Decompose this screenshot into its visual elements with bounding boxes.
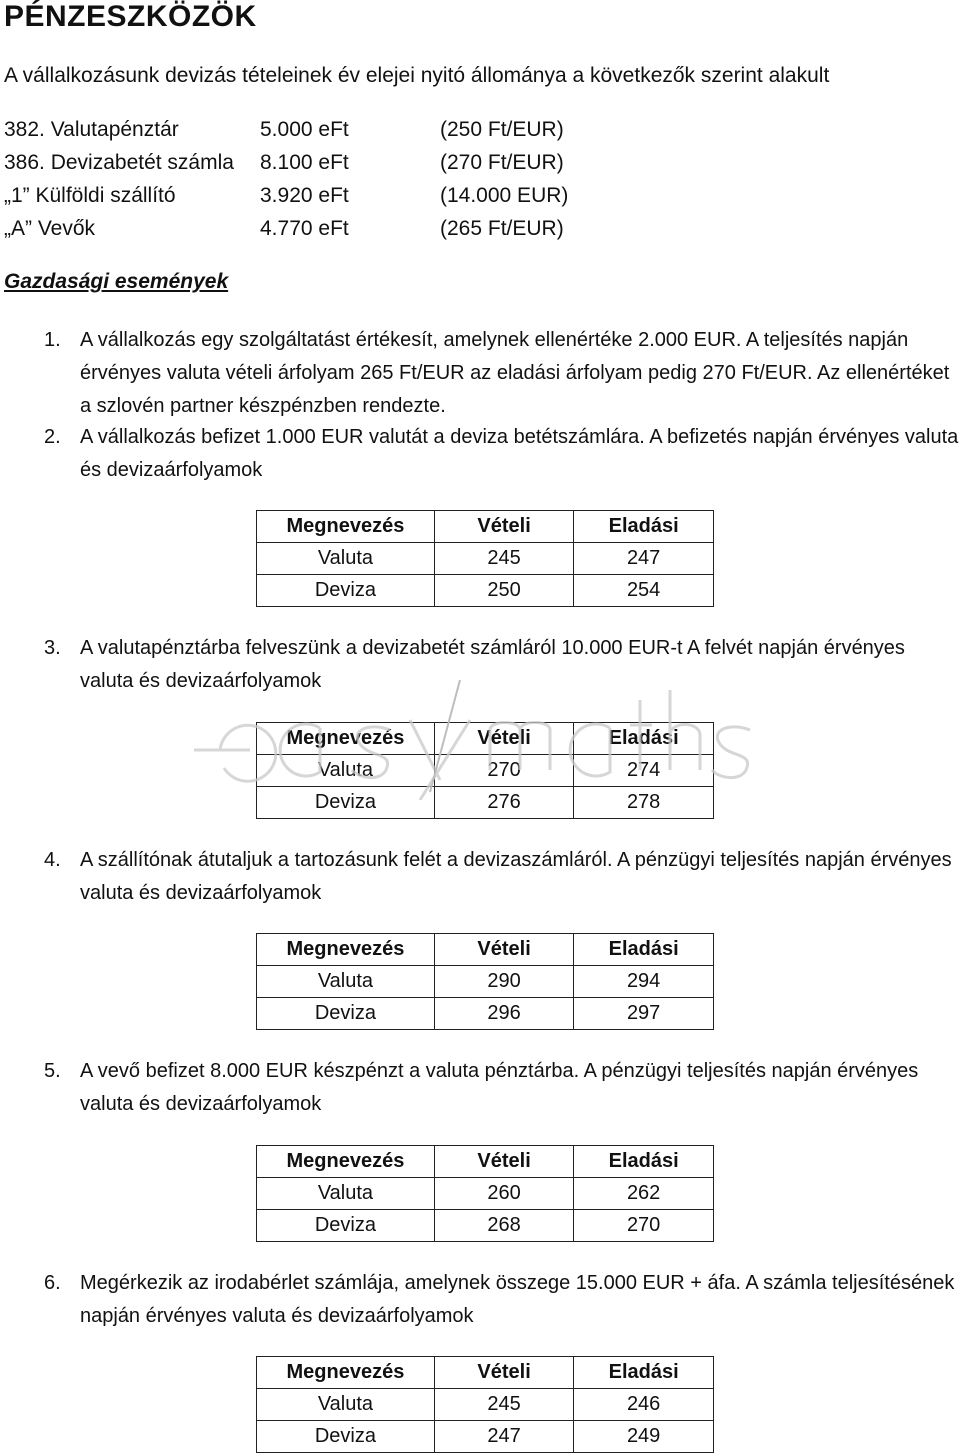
cell-buy: 245 bbox=[434, 543, 573, 575]
cell-buy: 245 bbox=[434, 1389, 573, 1421]
cell-buy: 276 bbox=[434, 787, 573, 819]
header-sell: Eladási bbox=[574, 934, 714, 966]
cell-sell: 270 bbox=[574, 1210, 714, 1242]
header-name: Megnevezés bbox=[257, 934, 435, 966]
cell-buy: 290 bbox=[434, 966, 573, 998]
table-row bbox=[257, 1389, 714, 1421]
rate-table bbox=[256, 722, 714, 819]
page-title: PÉNZESZKÖZÖK bbox=[4, 0, 257, 33]
cell-name: Deviza bbox=[257, 575, 435, 607]
account-rate: (14.000 EUR) bbox=[440, 184, 569, 207]
cell-sell: 249 bbox=[574, 1421, 714, 1453]
cell-sell: 274 bbox=[574, 755, 714, 787]
account-name: „A” Vevők bbox=[4, 217, 96, 240]
header-buy: Vételi bbox=[434, 1146, 573, 1178]
table-header-row bbox=[257, 723, 714, 755]
header-name: Megnevezés bbox=[257, 511, 435, 543]
table-row bbox=[257, 1421, 714, 1453]
account-amount: 4.770 eFt bbox=[260, 217, 349, 240]
event-text: A szállítónak átutaljuk a tartozásunk felét a devizaszámláról. A pénzügyi teljesítés napján érvényes valuta és devizaárfolyamok bbox=[80, 849, 952, 904]
cell-sell: 247 bbox=[574, 543, 714, 575]
intro-text: A vállalkozásunk devizás tételeinek év elejei nyitó állománya a következők szerint alakult bbox=[4, 64, 830, 87]
account-amount: 8.100 eFt bbox=[260, 151, 349, 174]
header-buy: Vételi bbox=[434, 723, 573, 755]
header-name: Megnevezés bbox=[257, 723, 435, 755]
cell-buy: 296 bbox=[434, 998, 573, 1030]
account-rate: (265 Ft/EUR) bbox=[440, 217, 564, 240]
account-name: 386. Devizabetét számla bbox=[4, 151, 234, 174]
header-sell: Eladási bbox=[574, 1357, 714, 1389]
header-sell: Eladási bbox=[574, 511, 714, 543]
event-number: 2. bbox=[44, 426, 61, 448]
cell-name: Deviza bbox=[257, 787, 435, 819]
table-row bbox=[257, 575, 714, 607]
table-header-row bbox=[257, 511, 714, 543]
cell-name: Valuta bbox=[257, 966, 435, 998]
table-row bbox=[257, 543, 714, 575]
cell-name: Deviza bbox=[257, 1421, 435, 1453]
table-header-row bbox=[257, 934, 714, 966]
account-name: 382. Valutapénztár bbox=[4, 118, 179, 141]
table-row bbox=[257, 787, 714, 819]
table-row bbox=[257, 966, 714, 998]
cell-name: Valuta bbox=[257, 1389, 435, 1421]
event-number: 1. bbox=[44, 329, 61, 351]
account-rate: (250 Ft/EUR) bbox=[440, 118, 564, 141]
rate-table bbox=[256, 510, 714, 607]
account-name: „1” Külföldi szállító bbox=[4, 184, 176, 207]
cell-name: Valuta bbox=[257, 1178, 435, 1210]
rate-table bbox=[256, 1145, 714, 1242]
event-number: 4. bbox=[44, 849, 61, 871]
table-row bbox=[257, 998, 714, 1030]
section-title: Gazdasági események bbox=[4, 270, 229, 293]
cell-name: Valuta bbox=[257, 543, 435, 575]
cell-sell: 278 bbox=[574, 787, 714, 819]
rate-table bbox=[256, 933, 714, 1030]
cell-buy: 260 bbox=[434, 1178, 573, 1210]
header-name: Megnevezés bbox=[257, 1357, 435, 1389]
event-text: A valutapénztárba felveszünk a devizabetét számláról 10.000 EUR-t A felvét napján érvényes valuta és devizaárfolyamok bbox=[80, 637, 905, 692]
table-header-row bbox=[257, 1357, 714, 1389]
header-sell: Eladási bbox=[574, 1146, 714, 1178]
header-buy: Vételi bbox=[434, 934, 573, 966]
cell-sell: 246 bbox=[574, 1389, 714, 1421]
header-sell: Eladási bbox=[574, 723, 714, 755]
cell-sell: 262 bbox=[574, 1178, 714, 1210]
cell-buy: 270 bbox=[434, 755, 573, 787]
event-text: Megérkezik az irodabérlet számlája, amelynek összege 15.000 EUR + áfa. A számla teljesítésének napján érvényes valuta és devizaárfolyamok bbox=[80, 1272, 955, 1327]
cell-name: Valuta bbox=[257, 755, 435, 787]
event-text: A vállalkozás befizet 1.000 EUR valutát a deviza betétszámlára. A befizetés napján érvényes valuta és devizaárfolyamok bbox=[80, 426, 959, 481]
account-rate: (270 Ft/EUR) bbox=[440, 151, 564, 174]
event-number: 6. bbox=[44, 1272, 61, 1294]
event-number: 3. bbox=[44, 637, 61, 659]
event-text: A vevő befizet 8.000 EUR készpénzt a valuta pénztárba. A pénzügyi teljesítés napján érvényes valuta és devizaárfolyamok bbox=[80, 1060, 919, 1115]
header-name: Megnevezés bbox=[257, 1146, 435, 1178]
cell-buy: 250 bbox=[434, 575, 573, 607]
header-buy: Vételi bbox=[434, 1357, 573, 1389]
header-buy: Vételi bbox=[434, 511, 573, 543]
cell-buy: 247 bbox=[434, 1421, 573, 1453]
cell-name: Deviza bbox=[257, 1210, 435, 1242]
table-header-row bbox=[257, 1146, 714, 1178]
table-row bbox=[257, 1210, 714, 1242]
account-amount: 5.000 eFt bbox=[260, 118, 349, 141]
table-row bbox=[257, 755, 714, 787]
cell-name: Deviza bbox=[257, 998, 435, 1030]
event-text: A vállalkozás egy szolgáltatást értékesít, amelynek ellenértéke 2.000 EUR. A teljesítés napján érvényes valuta vételi árfolyam 265 Ft/EUR az eladási árfolyam pedig 270 Ft/EUR. Az ellenértéket a szlovén partner készpénzben rendezte. bbox=[80, 329, 950, 417]
cell-sell: 297 bbox=[574, 998, 714, 1030]
cell-sell: 294 bbox=[574, 966, 714, 998]
table-row bbox=[257, 1178, 714, 1210]
cell-sell: 254 bbox=[574, 575, 714, 607]
rate-table bbox=[256, 1356, 714, 1453]
event-number: 5. bbox=[44, 1060, 61, 1082]
account-amount: 3.920 eFt bbox=[260, 184, 349, 207]
cell-buy: 268 bbox=[434, 1210, 573, 1242]
